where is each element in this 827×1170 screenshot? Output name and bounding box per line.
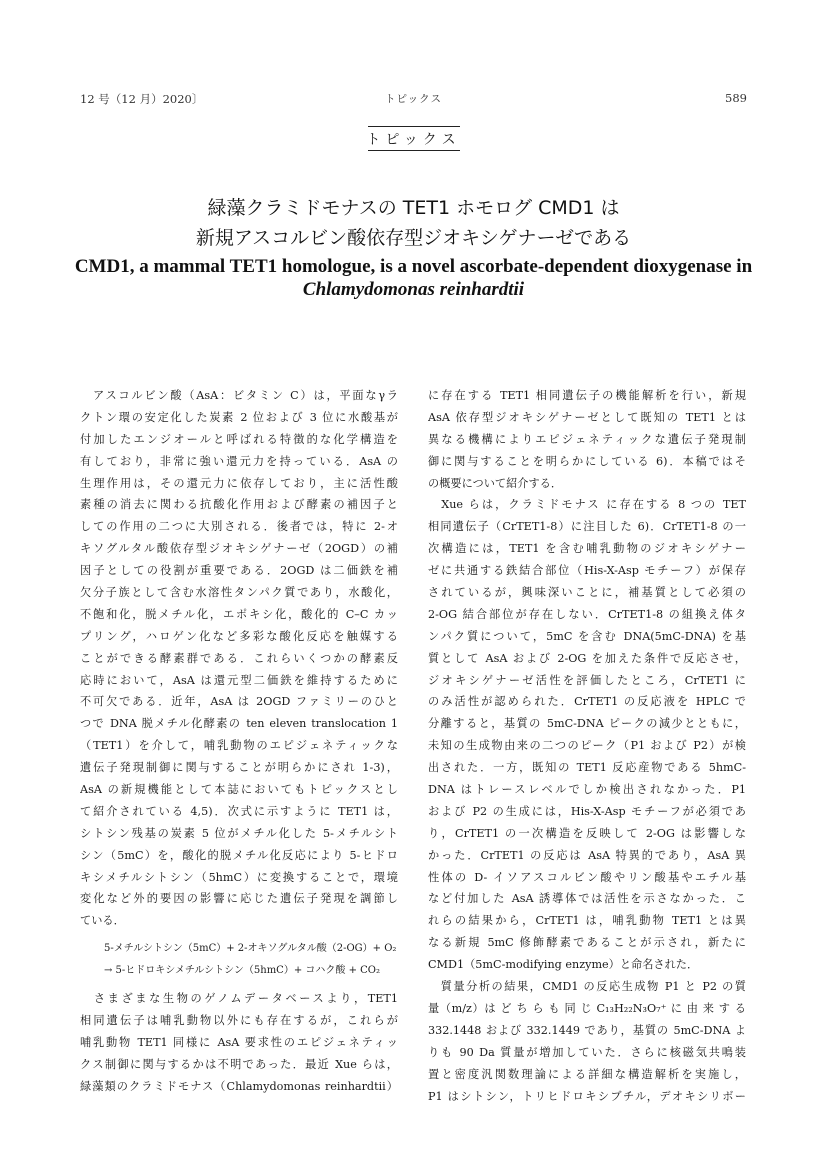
- body-text-line: クス制御に関与するかは不明であった．最近 Xue らは，: [80, 1057, 398, 1071]
- running-header-section: トピックス: [385, 93, 442, 105]
- body-text-line: 因子としての役割が重要である．2OGD は二価鉄を補: [80, 564, 398, 578]
- body-text-line: ゼに共通する鉄結合部位（His-X-Asp モチーフ）が保存: [428, 564, 746, 578]
- left-column: [80, 385, 398, 1098]
- page-number: 589: [725, 91, 747, 105]
- right-column: [428, 385, 746, 1107]
- body-text-line: 質として AsA および 2-OG を加えた条件で反応させ，: [428, 651, 746, 665]
- body-text-line: （TET1）を介して，哺乳動物のエピジェネティックな: [80, 739, 398, 753]
- body-text-line: ことができる酵素群である．これらいくつかの酵素反: [80, 651, 398, 665]
- body-text-line: AsA 依存型ジオキシゲナーゼとして既知の TET1 とは: [428, 410, 746, 424]
- body-text-line: 2-OG 結合部位が存在しない．CrTET1-8 の組換え体タ: [428, 607, 746, 621]
- body-text-line: されているが，興味深いことに，補基質として必須の: [428, 586, 746, 600]
- body-text-line: など付加した AsA 誘導体では活性を示さなかった．こ: [428, 892, 746, 906]
- body-text-line: キシメチルシトシン（5hmC）に変換することで，環境: [80, 870, 398, 884]
- title-en-line-2: Chlamydomonas reinhardtii: [302, 279, 525, 300]
- body-text-line: 性体の D- イソアスコルビン酸やリン酸基やエチル基: [428, 870, 746, 884]
- body-text-line: のみ活性が認められた．CrTET1 の反応液を HPLC で: [428, 695, 746, 709]
- body-text-line: 不可欠である．近年，AsA は 2OGD ファミリーのひと: [80, 695, 398, 709]
- body-text-line: シトシン残基の炭素 5 位がメチル化した 5-メチルシト: [80, 826, 398, 840]
- body-text-line: しての作用の二つに大別される．後者では，特に 2-オ: [80, 520, 398, 534]
- body-text-line: 応時において，AsA は還元型二価鉄を維持するために: [80, 673, 398, 687]
- body-text-line: 付加したエンジオールと呼ばれる特徴的な化学構造を: [80, 432, 398, 446]
- body-text-line: Xue らは，クラミドモナス に存在する 8 つの TET: [428, 498, 746, 512]
- section-rule-bottom: [368, 150, 460, 151]
- body-text-line: 有しており，非常に強い還元力を持っている．AsA の: [80, 454, 398, 468]
- body-text-line: 哺乳動物 TET1 同様に AsA 要求性のエピジェネティッ: [80, 1036, 398, 1050]
- body-text-line: なる新規 5mC 修飾酵素であることが示され，新たに: [428, 936, 746, 950]
- body-text-line: 質量分析の結果，CMD1 の反応生成物 P1 と P2 の質: [428, 980, 746, 994]
- title-ja-line-1: 緑藻クラミドモナスの TET1 ホモログ CMD1 は: [207, 197, 620, 219]
- body-text-line: ジオキシゲナーゼ活性を評価したところ，CrTET1 に: [428, 673, 746, 687]
- body-text-line: 異なる機構によりエピジェネティックな遺伝子発現制: [428, 432, 746, 446]
- body-text-line: つで DNA 脱メチル化酵素の ten eleven translocation 1: [80, 717, 398, 731]
- body-text-line: ンパク質について，5mC を含む DNA(5mC-DNA) を基: [428, 629, 746, 643]
- body-text-line: 素種の消去に関わる抗酸化作用および酵素の補因子と: [80, 498, 398, 512]
- body-text-line: P1 はシトシン，トリヒドロキシブチル，デオキシリボー: [428, 1089, 746, 1103]
- body-text-line: りも 90 Da 質量が増加していた．さらに核磁気共鳴装: [428, 1045, 746, 1059]
- body-text-line: 相同遺伝子は哺乳動物以外にも存在するが，これらが: [80, 1014, 398, 1028]
- body-text-line: 量（m/z）は ど ち ら も 同 じ C₁₃H₂₂N₃O₇⁺ に 由 来 す る: [428, 1001, 746, 1015]
- equation-line: → 5-ヒドロキシメチルシトシン（5hmC）+ コハク酸 + CO₂: [104, 965, 380, 977]
- equation-line: 5-メチルシトシン（5mC）+ 2-オキソグルタル酸（2-OG）+ O₂: [104, 943, 397, 955]
- body-text-line: 生理作用は，その還元力に依存しており，主に活性酸: [80, 476, 398, 490]
- body-text-line: れらの結果から，CrTET1 は，哺乳動物 TET1 とは異: [428, 914, 746, 928]
- body-text-line: 遺伝子発現制御に関与することが明らかにされ 1-3)，: [80, 761, 398, 775]
- body-text-line: 変化など外的要因の影響に応じた遺伝子発現を調節し: [80, 892, 398, 906]
- title-en-line-1: CMD1, a mammal TET1 homologue, is a novel ascorbate-dependent dioxygenase in: [74, 256, 753, 277]
- body-text-line: プリング，ハロゲン化など多彩な酸化反応を触媒する: [80, 629, 398, 643]
- body-text-line: AsA の新規機能として本誌においてもトピックスとし: [80, 783, 398, 797]
- body-text-line: 相同遺伝子（CrTET1-8）に注目した 6)．CrTET1-8 の一: [428, 520, 746, 534]
- body-text-line: 御に関与することを明らかにしている 6)．本稿ではそ: [428, 454, 746, 468]
- body-text-line: 未知の生成物由来の二つのピーク（P1 および P2）が検: [428, 739, 746, 753]
- body-text-line: CMD1（5mC-modifying enzyme）と命名された．: [428, 958, 699, 972]
- title-ja-line-2: 新規アスコルビン酸依存型ジオキシゲナーゼである: [195, 227, 632, 249]
- body-text-line: アスコルビン酸（AsA：ビタミン C）は，平面なγラ: [80, 389, 398, 402]
- body-text-line: 不飽和化，脱メチル化，エポキシ化，酸化的 C–C カッ: [80, 607, 398, 621]
- section-rule-top: [368, 126, 460, 127]
- body-text-line: クトン環の安定化した炭素 2 位および 3 位に水酸基が: [80, 410, 398, 424]
- body-text-line: かった．CrTET1 の反応は AsA 特異的であり，AsA 異: [428, 848, 746, 862]
- body-text-line: キソグルタル酸依存型ジオキシゲナーゼ（2OGD）の補: [80, 542, 398, 556]
- body-text-line: て紹介されている 4,5)．次式に示すように TET1 は，: [80, 804, 398, 818]
- body-text-line: に存在する TET1 相同遺伝子の機能解析を行い，新規: [428, 389, 746, 402]
- body-text-line: 出された．一方，既知の TET1 反応産物である 5hmC-: [428, 761, 746, 775]
- body-text-line: 次構造には，TET1 を含む哺乳動物のジオキシゲナー: [428, 542, 746, 556]
- body-text-line: の概要について紹介する．: [428, 476, 563, 490]
- body-text-line: 欠分子族として含む水溶性タンパク質であり，水酸化，: [80, 586, 398, 600]
- body-text-line: DNA はトレースレベルでしか検出されなかった．P1: [428, 783, 746, 797]
- body-text-line: 置と密度汎関数理論による詳細な構造解析を実施し，: [428, 1067, 746, 1081]
- body-text-line: および P2 の生成には，His-X-Asp モチーフが必須であ: [428, 804, 746, 818]
- body-text-line: 分離すると，基質の 5mC-DNA ピークの減少とともに，: [428, 717, 746, 731]
- body-text-line: さまざまな生物のゲノムデータベースより，TET1: [80, 992, 398, 1006]
- body-text-line: シン（5mC）を，酸化的脱メチル化反応により 5-ヒドロ: [80, 848, 398, 862]
- section-label: トピックス: [366, 132, 461, 148]
- running-header-issue: 12 号（12 月）2020〕: [80, 92, 204, 106]
- body-text-line: り，CrTET1 の一次構造を反映して 2-OG は影響しな: [428, 826, 746, 840]
- body-text-line: ている．: [80, 914, 125, 928]
- body-text-line: 332.1448 および 332.1449 であり，基質の 5mC-DNA よ: [428, 1023, 746, 1037]
- body-text-line: 緑藻類のクラミドモナス（Chlamydomonas reinhardtii）: [80, 1079, 398, 1093]
